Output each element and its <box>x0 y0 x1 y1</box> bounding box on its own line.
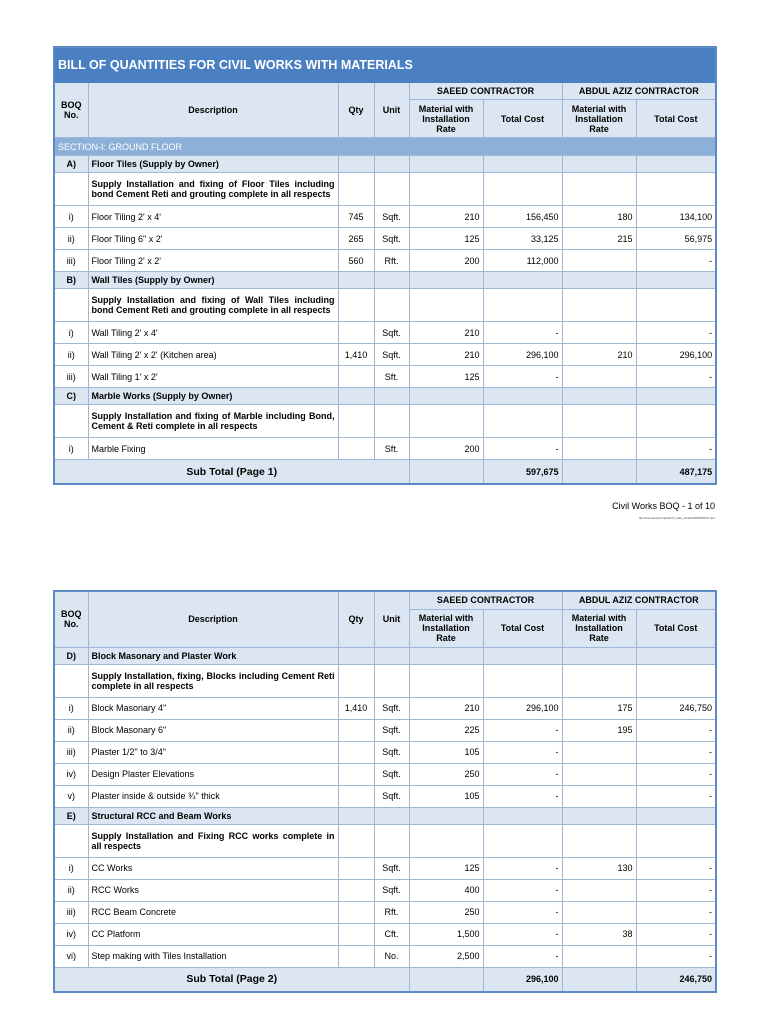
item-total-contractor-2: 296,100 <box>636 344 716 366</box>
group-description-row <box>54 289 716 322</box>
empty-cell <box>374 173 409 206</box>
item-qty: 1,410 <box>338 344 374 366</box>
subtotal-spacer <box>562 967 636 992</box>
item-total-contractor-1: - <box>483 438 562 460</box>
header-boq-no: BOQ No. <box>54 83 88 138</box>
boq-table-page-2 <box>53 590 717 993</box>
empty-cell <box>54 824 88 857</box>
item-total-contractor-1: - <box>483 901 562 923</box>
item-number: iii) <box>54 901 88 923</box>
item-description: Marble Fixing <box>88 438 338 460</box>
item-rate-contractor-1: 225 <box>409 719 483 741</box>
group-code: A) <box>54 156 88 173</box>
item-number: iv) <box>54 923 88 945</box>
item-unit: Sqft. <box>374 857 409 879</box>
empty-cell <box>409 807 483 824</box>
empty-cell <box>483 405 562 438</box>
item-total-contractor-2: - <box>636 879 716 901</box>
item-total-contractor-2: - <box>636 763 716 785</box>
header-contractor-2: ABDUL AZIZ CONTRACTOR <box>562 591 716 609</box>
empty-cell <box>636 807 716 824</box>
header-description: Description <box>88 591 338 647</box>
empty-cell <box>374 405 409 438</box>
file-path: file:///server/xtm/tmp/eth/rb_task_scratch/843255670.xlsx <box>639 516 715 520</box>
subtotal-contractor-2: 487,175 <box>636 460 716 485</box>
table-row <box>54 945 716 967</box>
empty-cell <box>338 272 374 289</box>
item-qty: 745 <box>338 206 374 228</box>
item-number: i) <box>54 697 88 719</box>
item-qty <box>338 923 374 945</box>
table-row <box>54 901 716 923</box>
item-total-contractor-1: - <box>483 857 562 879</box>
empty-cell <box>409 824 483 857</box>
empty-cell <box>374 289 409 322</box>
empty-cell <box>409 173 483 206</box>
item-qty <box>338 857 374 879</box>
item-rate-contractor-2: 210 <box>562 344 636 366</box>
item-total-contractor-2: 134,100 <box>636 206 716 228</box>
empty-cell <box>636 173 716 206</box>
item-rate-contractor-2 <box>562 438 636 460</box>
header-qty: Qty <box>338 83 374 138</box>
empty-cell <box>54 173 88 206</box>
item-number: iv) <box>54 763 88 785</box>
item-qty <box>338 945 374 967</box>
item-total-contractor-2: - <box>636 366 716 388</box>
header-total-cost-1: Total Cost <box>483 100 562 138</box>
item-total-contractor-2: 246,750 <box>636 697 716 719</box>
empty-cell <box>562 388 636 405</box>
item-total-contractor-2: - <box>636 438 716 460</box>
empty-cell <box>338 807 374 824</box>
item-rate-contractor-2: 195 <box>562 719 636 741</box>
subtotal-spacer <box>409 967 483 992</box>
empty-cell <box>636 388 716 405</box>
item-number: i) <box>54 857 88 879</box>
item-description: Floor Tiling 6" x 2' <box>88 228 338 250</box>
group-description: Supply Installation and fixing of Wall Tiles including bond Cement Reti and grouting complete in all respects <box>88 289 338 322</box>
item-total-contractor-2: - <box>636 785 716 807</box>
empty-cell <box>636 272 716 289</box>
item-unit: Rft. <box>374 901 409 923</box>
item-rate-contractor-1: 105 <box>409 741 483 763</box>
table-row <box>54 322 716 344</box>
item-qty <box>338 438 374 460</box>
table-row <box>54 366 716 388</box>
empty-cell <box>562 272 636 289</box>
item-number: ii) <box>54 719 88 741</box>
item-unit: Sqft. <box>374 228 409 250</box>
item-unit: Sqft. <box>374 344 409 366</box>
item-number: ii) <box>54 228 88 250</box>
empty-cell <box>338 824 374 857</box>
item-rate-contractor-1: 400 <box>409 879 483 901</box>
item-rate-contractor-2 <box>562 901 636 923</box>
empty-cell <box>409 156 483 173</box>
empty-cell <box>636 156 716 173</box>
empty-cell <box>562 824 636 857</box>
empty-cell <box>409 289 483 322</box>
item-description: CC Works <box>88 857 338 879</box>
empty-cell <box>374 664 409 697</box>
empty-cell <box>374 388 409 405</box>
empty-cell <box>54 289 88 322</box>
item-rate-contractor-2 <box>562 879 636 901</box>
group-code: B) <box>54 272 88 289</box>
item-rate-contractor-2: 38 <box>562 923 636 945</box>
item-qty: 1,410 <box>338 697 374 719</box>
item-qty <box>338 741 374 763</box>
subtotal-contractor-1: 296,100 <box>483 967 562 992</box>
table-row <box>54 697 716 719</box>
header-contractor-1: SAEED CONTRACTOR <box>409 83 562 100</box>
empty-cell <box>562 405 636 438</box>
empty-cell <box>636 405 716 438</box>
item-rate-contractor-2 <box>562 322 636 344</box>
empty-cell <box>562 664 636 697</box>
group-code: D) <box>54 647 88 664</box>
item-total-contractor-1: - <box>483 741 562 763</box>
item-total-contractor-2: - <box>636 857 716 879</box>
empty-cell <box>409 272 483 289</box>
empty-cell <box>54 664 88 697</box>
item-total-contractor-2: - <box>636 741 716 763</box>
item-unit: Rft. <box>374 250 409 272</box>
empty-cell <box>409 405 483 438</box>
item-total-contractor-2: - <box>636 901 716 923</box>
table-row <box>54 785 716 807</box>
page-footer <box>612 501 715 520</box>
item-unit: Sqft. <box>374 206 409 228</box>
empty-cell <box>409 647 483 664</box>
empty-cell <box>636 289 716 322</box>
empty-cell <box>54 405 88 438</box>
item-rate-contractor-2 <box>562 785 636 807</box>
item-rate-contractor-2: 180 <box>562 206 636 228</box>
item-qty <box>338 879 374 901</box>
item-qty <box>338 901 374 923</box>
empty-cell <box>483 807 562 824</box>
item-qty <box>338 719 374 741</box>
empty-cell <box>374 807 409 824</box>
empty-cell <box>374 272 409 289</box>
table-row <box>54 719 716 741</box>
header-contractor-2: ABDUL AZIZ CONTRACTOR <box>562 83 716 100</box>
item-unit: Sqft. <box>374 322 409 344</box>
item-number: i) <box>54 322 88 344</box>
group-description: Supply Installation and fixing of Marble including Bond, Cement & Reti complete in all respects <box>88 405 338 438</box>
header-total-cost-2: Total Cost <box>636 609 716 647</box>
table-row <box>54 923 716 945</box>
item-rate-contractor-2 <box>562 763 636 785</box>
item-total-contractor-1: - <box>483 785 562 807</box>
item-total-contractor-1: 296,100 <box>483 697 562 719</box>
empty-cell <box>338 173 374 206</box>
item-total-contractor-2: 56,975 <box>636 228 716 250</box>
group-code: E) <box>54 807 88 824</box>
empty-cell <box>562 807 636 824</box>
item-rate-contractor-2: 215 <box>562 228 636 250</box>
item-unit: Sft. <box>374 438 409 460</box>
item-number: i) <box>54 206 88 228</box>
item-rate-contractor-2 <box>562 250 636 272</box>
table-row <box>54 763 716 785</box>
empty-cell <box>338 156 374 173</box>
group-name: Marble Works (Supply by Owner) <box>88 388 338 405</box>
item-rate-contractor-1: 200 <box>409 250 483 272</box>
header-total-cost-2: Total Cost <box>636 100 716 138</box>
header-contractor-1: SAEED CONTRACTOR <box>409 591 562 609</box>
item-description: Floor Tiling 2' x 4' <box>88 206 338 228</box>
group-header-row <box>54 807 716 824</box>
table-row <box>54 206 716 228</box>
item-description: RCC Beam Concrete <box>88 901 338 923</box>
table-row <box>54 344 716 366</box>
table-row <box>54 741 716 763</box>
item-total-contractor-1: - <box>483 719 562 741</box>
boq-page-1 <box>53 46 715 485</box>
table-row <box>54 250 716 272</box>
group-header-row <box>54 272 716 289</box>
header-rate-2: Material with Installation Rate <box>562 609 636 647</box>
item-number: iii) <box>54 366 88 388</box>
subtotal-contractor-2: 246,750 <box>636 967 716 992</box>
group-header-row <box>54 388 716 405</box>
item-description: Wall Tiling 1' x 2' <box>88 366 338 388</box>
item-rate-contractor-1: 250 <box>409 901 483 923</box>
item-unit: No. <box>374 945 409 967</box>
item-unit: Sqft. <box>374 719 409 741</box>
group-name: Floor Tiles (Supply by Owner) <box>88 156 338 173</box>
group-name: Structural RCC and Beam Works <box>88 807 338 824</box>
group-header-row <box>54 647 716 664</box>
empty-cell <box>409 388 483 405</box>
header-qty: Qty <box>338 591 374 647</box>
item-qty <box>338 366 374 388</box>
header-unit: Unit <box>374 83 409 138</box>
empty-cell <box>374 647 409 664</box>
empty-cell <box>483 388 562 405</box>
item-total-contractor-1: - <box>483 945 562 967</box>
empty-cell <box>636 647 716 664</box>
item-rate-contractor-2 <box>562 741 636 763</box>
subtotal-label: Sub Total (Page 2) <box>54 967 409 992</box>
empty-cell <box>562 173 636 206</box>
item-total-contractor-1: - <box>483 322 562 344</box>
subtotal-spacer <box>562 460 636 485</box>
group-description-row <box>54 405 716 438</box>
page-title: BILL OF QUANTITIES FOR CIVIL WORKS WITH MATERIALS <box>54 47 716 83</box>
item-unit: Cft. <box>374 923 409 945</box>
item-description: Block Masonary 4" <box>88 697 338 719</box>
empty-cell <box>338 388 374 405</box>
group-header-row <box>54 156 716 173</box>
item-number: vi) <box>54 945 88 967</box>
page1-body <box>54 156 716 460</box>
group-description: Supply Installation and Fixing RCC works complete in all respects <box>88 824 338 857</box>
item-description: Wall Tiling 2' x 4' <box>88 322 338 344</box>
item-rate-contractor-1: 210 <box>409 697 483 719</box>
empty-cell <box>483 272 562 289</box>
item-number: iii) <box>54 741 88 763</box>
item-total-contractor-1: - <box>483 923 562 945</box>
item-rate-contractor-1: 125 <box>409 228 483 250</box>
item-description: Plaster 1/2" to 3/4" <box>88 741 338 763</box>
item-description: RCC Works <box>88 879 338 901</box>
item-rate-contractor-2: 175 <box>562 697 636 719</box>
item-qty: 265 <box>338 228 374 250</box>
item-total-contractor-1: 112,000 <box>483 250 562 272</box>
header-rate-1: Material with Installation Rate <box>409 609 483 647</box>
item-description: Wall Tiling 2' x 2' (Kitchen area) <box>88 344 338 366</box>
group-description-row <box>54 173 716 206</box>
header-unit: Unit <box>374 591 409 647</box>
item-rate-contractor-1: 200 <box>409 438 483 460</box>
item-total-contractor-2: - <box>636 250 716 272</box>
item-description: CC Platform <box>88 923 338 945</box>
empty-cell <box>338 664 374 697</box>
group-code: C) <box>54 388 88 405</box>
item-rate-contractor-1: 210 <box>409 344 483 366</box>
empty-cell <box>483 156 562 173</box>
item-rate-contractor-2 <box>562 366 636 388</box>
item-total-contractor-1: - <box>483 763 562 785</box>
header-rate-1: Material with Installation Rate <box>409 100 483 138</box>
page-number-label: Civil Works BOQ - 1 of 10 <box>612 501 715 511</box>
item-description: Design Plaster Elevations <box>88 763 338 785</box>
group-description: Supply Installation and fixing of Floor Tiles including bond Cement Reti and grouting complete in all respects <box>88 173 338 206</box>
item-total-contractor-1: 33,125 <box>483 228 562 250</box>
subtotal-label: Sub Total (Page 1) <box>54 460 409 485</box>
item-description: Plaster inside & outside ¾" thick <box>88 785 338 807</box>
item-qty <box>338 785 374 807</box>
item-rate-contractor-1: 125 <box>409 366 483 388</box>
empty-cell <box>562 156 636 173</box>
item-unit: Sft. <box>374 366 409 388</box>
item-unit: Sqft. <box>374 879 409 901</box>
item-rate-contractor-1: 125 <box>409 857 483 879</box>
item-rate-contractor-1: 210 <box>409 322 483 344</box>
section-heading: SECTION-I: GROUND FLOOR <box>54 138 716 156</box>
item-number: i) <box>54 438 88 460</box>
item-number: ii) <box>54 879 88 901</box>
item-rate-contractor-1: 105 <box>409 785 483 807</box>
subtotal-spacer <box>409 460 483 485</box>
empty-cell <box>483 664 562 697</box>
item-number: iii) <box>54 250 88 272</box>
empty-cell <box>483 647 562 664</box>
empty-cell <box>636 824 716 857</box>
empty-cell <box>374 156 409 173</box>
item-rate-contractor-1: 210 <box>409 206 483 228</box>
group-description-row <box>54 824 716 857</box>
item-total-contractor-1: - <box>483 366 562 388</box>
empty-cell <box>562 289 636 322</box>
empty-cell <box>636 664 716 697</box>
item-description: Floor Tiling 2' x 2' <box>88 250 338 272</box>
empty-cell <box>409 664 483 697</box>
item-description: Step making with Tiles Installation <box>88 945 338 967</box>
item-qty <box>338 763 374 785</box>
item-total-contractor-2: - <box>636 322 716 344</box>
header-description: Description <box>88 83 338 138</box>
page2-body <box>54 647 716 967</box>
item-total-contractor-1: 156,450 <box>483 206 562 228</box>
item-rate-contractor-1: 2,500 <box>409 945 483 967</box>
group-description: Supply Installation, fixing, Blocks including Cement Reti complete in all respects <box>88 664 338 697</box>
item-number: ii) <box>54 344 88 366</box>
empty-cell <box>562 647 636 664</box>
header-rate-2: Material with Installation Rate <box>562 100 636 138</box>
item-total-contractor-1: 296,100 <box>483 344 562 366</box>
empty-cell <box>483 289 562 322</box>
boq-table-page-1 <box>53 46 717 485</box>
item-description: Block Masonary 6" <box>88 719 338 741</box>
item-rate-contractor-2 <box>562 945 636 967</box>
item-rate-contractor-2: 130 <box>562 857 636 879</box>
header-total-cost-1: Total Cost <box>483 609 562 647</box>
group-name: Block Masonary and Plaster Work <box>88 647 338 664</box>
item-qty <box>338 322 374 344</box>
subtotal-contractor-1: 597,675 <box>483 460 562 485</box>
item-unit: Sqft. <box>374 763 409 785</box>
table-row <box>54 438 716 460</box>
item-qty: 560 <box>338 250 374 272</box>
item-rate-contractor-1: 1,500 <box>409 923 483 945</box>
empty-cell <box>338 647 374 664</box>
item-rate-contractor-1: 250 <box>409 763 483 785</box>
table-row <box>54 228 716 250</box>
empty-cell <box>483 824 562 857</box>
table-row <box>54 879 716 901</box>
item-total-contractor-2: - <box>636 923 716 945</box>
empty-cell <box>483 173 562 206</box>
group-description-row <box>54 664 716 697</box>
empty-cell <box>338 289 374 322</box>
group-name: Wall Tiles (Supply by Owner) <box>88 272 338 289</box>
item-unit: Sqft. <box>374 697 409 719</box>
header-boq-no: BOQ No. <box>54 591 88 647</box>
item-unit: Sqft. <box>374 741 409 763</box>
table-row <box>54 857 716 879</box>
boq-page-2 <box>53 590 715 993</box>
empty-cell <box>374 824 409 857</box>
item-unit: Sqft. <box>374 785 409 807</box>
item-total-contractor-1: - <box>483 879 562 901</box>
empty-cell <box>338 405 374 438</box>
item-total-contractor-2: - <box>636 945 716 967</box>
item-total-contractor-2: - <box>636 719 716 741</box>
item-number: v) <box>54 785 88 807</box>
